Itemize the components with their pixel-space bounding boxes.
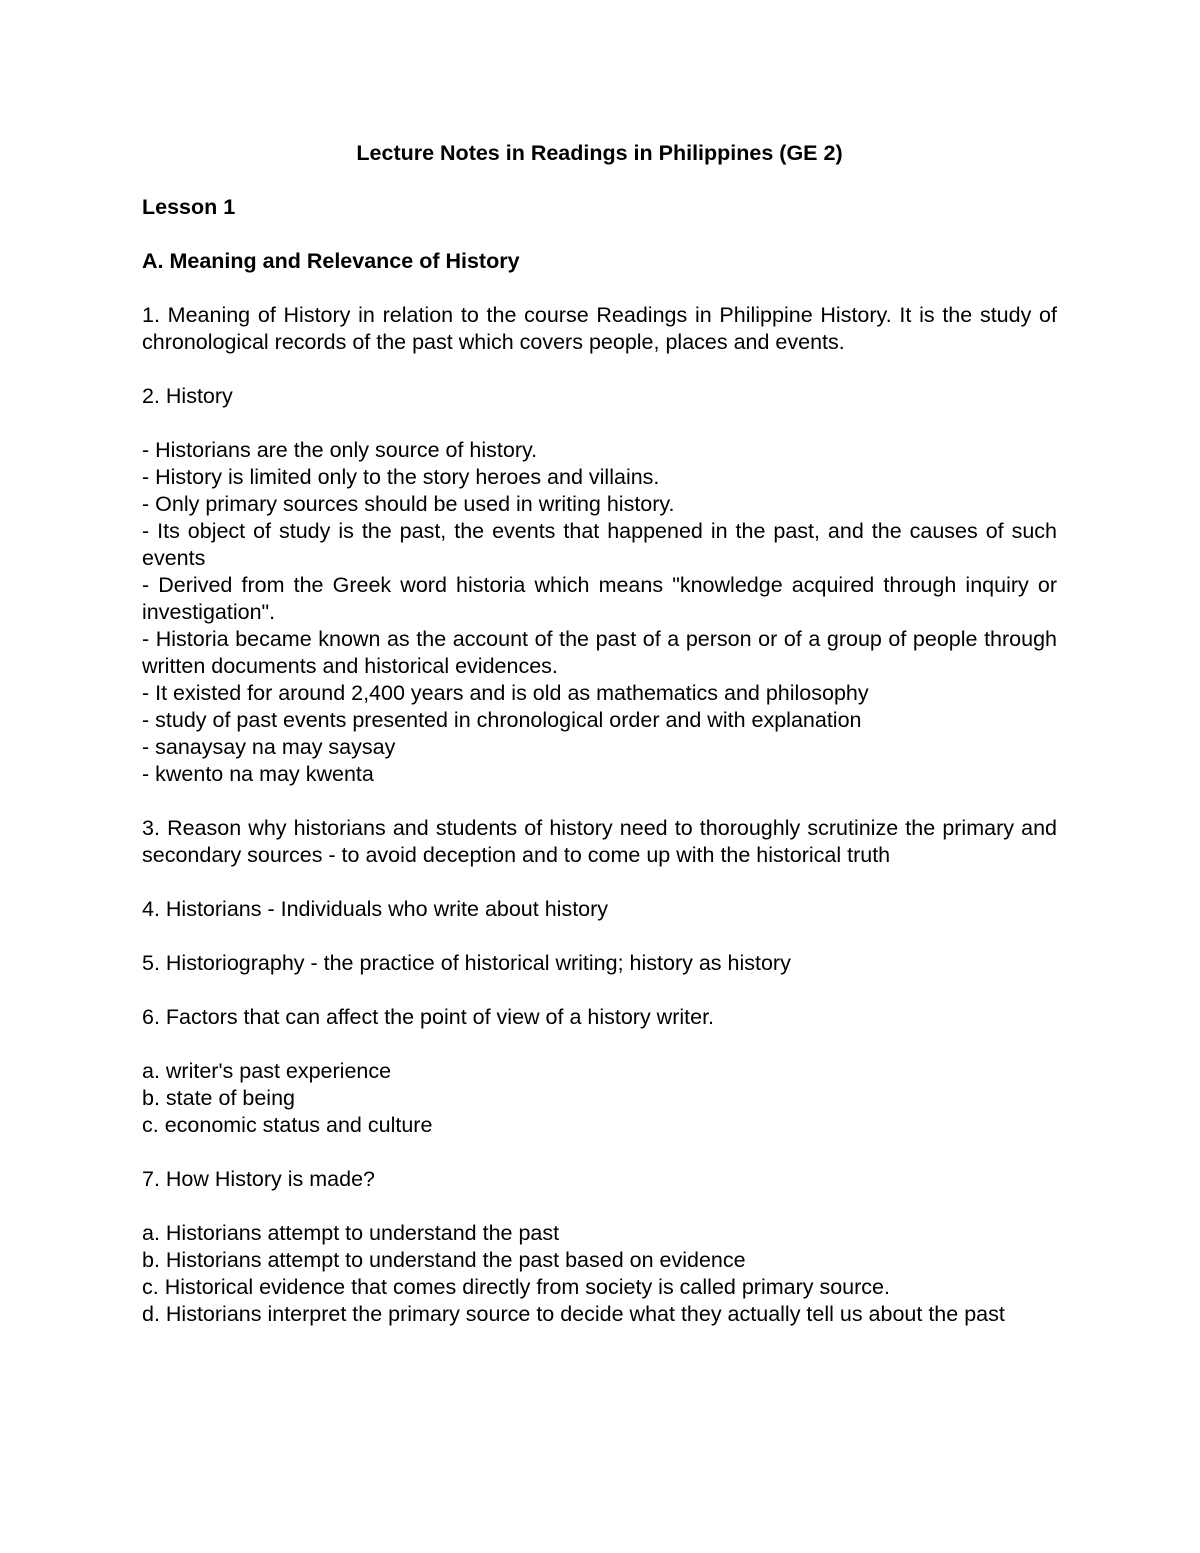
section-heading: A. Meaning and Relevance of History	[142, 249, 520, 273]
list-item: - Only primary sources should be used in writing history.	[142, 492, 675, 516]
item-2-heading: 2. History	[142, 384, 233, 408]
list-item: d. Historians interpret the primary source to decide what they actually tell us about the past	[142, 1302, 1005, 1326]
how-history-made-list	[142, 1220, 1057, 1328]
list-item: - Historia became known as the account of the past of a person or of a group of people through written documents and historical evidences.	[142, 627, 1057, 678]
factors-list	[142, 1058, 1057, 1139]
item-4-paragraph: 4. Historians - Individuals who write about history	[142, 897, 609, 921]
list-item: a. writer's past experience	[142, 1059, 392, 1083]
document-title: Lecture Notes in Readings in Philippines (GE 2)	[356, 141, 843, 165]
list-item: - It existed for around 2,400 years and is old as mathematics and philosophy	[142, 681, 869, 705]
list-item: c. Historical evidence that comes directly from society is called primary source.	[142, 1275, 890, 1299]
list-item: - History is limited only to the story heroes and villains.	[142, 465, 660, 489]
item-5-paragraph: 5. Historiography - the practice of historical writing; history as history	[142, 951, 791, 975]
item-1-paragraph: 1. Meaning of History in relation to the course Readings in Philippine History. It is the study of chronological records of the past which covers people, places and events.	[142, 303, 1057, 354]
list-item: - study of past events presented in chronological order and with explanation	[142, 708, 862, 732]
list-item: - kwento na may kwenta	[142, 762, 374, 786]
document-page	[142, 140, 1057, 1328]
list-item: - sanaysay na may saysay	[142, 735, 396, 759]
list-item: - Derived from the Greek word historia which means "knowledge acquired through inquiry or investigation".	[142, 573, 1057, 624]
item-7-heading: 7. How History is made?	[142, 1167, 375, 1191]
list-item: b. state of being	[142, 1086, 295, 1110]
history-bullet-list	[142, 437, 1057, 788]
list-item: c. economic status and culture	[142, 1113, 433, 1137]
lesson-heading: Lesson 1	[142, 195, 236, 219]
item-3-paragraph: 3. Reason why historians and students of history need to thoroughly scrutinize the primary and secondary sources - to avoid deception and to come up with the historical truth	[142, 816, 1057, 867]
list-item: - Its object of study is the past, the events that happened in the past, and the causes of such events	[142, 519, 1057, 570]
list-item: b. Historians attempt to understand the past based on evidence	[142, 1248, 746, 1272]
list-item: a. Historians attempt to understand the past	[142, 1221, 560, 1245]
list-item: - Historians are the only source of history.	[142, 438, 538, 462]
item-6-heading: 6. Factors that can affect the point of view of a history writer.	[142, 1005, 715, 1029]
